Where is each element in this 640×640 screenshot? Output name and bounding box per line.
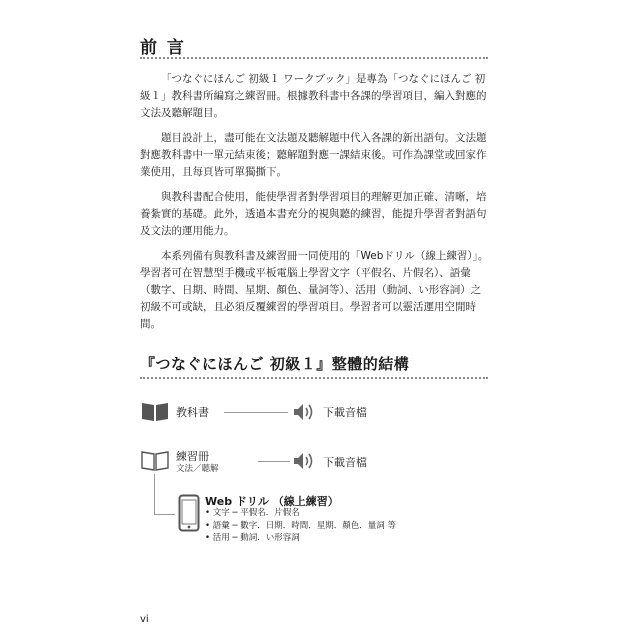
- web-bracket-connector: [154, 474, 175, 515]
- open-book-filled-icon: [140, 401, 170, 427]
- web-drill-items: [205, 507, 396, 545]
- structure-divider: [140, 377, 488, 379]
- workbook-audio-label: 下載音檔: [323, 456, 367, 469]
- list-item: • 文字 ─ 平假名．片假名: [205, 507, 396, 520]
- structure-title: 『つなぐにほんご 初級１』整體的結構: [140, 355, 410, 373]
- preface-paragraph-1: 「つなぐにほんご 初級１ ワークブック」是專為「つなぐにほんご 初級１」教科書所編寫之練習冊。根據教科書中各課的學習項目，編入對應的文法及聽解題目。: [140, 73, 487, 119]
- preface-paragraph-3: 與教科書配合使用，能使學習者對學習項目的理解更加正確、清晰，培養紮實的基礎。此外，透過本書充分的視與聽的練習，能提升學習者對語句及文法的運用能力。: [140, 191, 487, 237]
- workbook-sub-label: 文法／聽解: [176, 464, 219, 474]
- speaker-icon: [292, 402, 316, 426]
- title-divider: [140, 57, 488, 59]
- page-number: vi: [140, 614, 149, 625]
- open-book-outline-icon: [140, 450, 170, 476]
- textbook-audio-label: 下載音檔: [323, 406, 367, 419]
- preface-paragraph-2: 題目設計上，盡可能在文法題及聽解題中代入各課的新出語句。文法題對應教科書中一單元結束後；聽解題對應一課結束後。可作為課堂或回家作業使用，且每頁皆可單獨撕下。: [140, 132, 487, 178]
- smartphone-icon: [178, 494, 200, 536]
- textbook-connector: [224, 412, 288, 413]
- speaker-icon: [292, 451, 316, 475]
- workbook-label: 練習冊: [176, 450, 209, 463]
- textbook-label: 教科書: [176, 406, 209, 419]
- preface-title: 前 言: [140, 38, 186, 58]
- web-drill-label: Web ドリル （線上練習）: [205, 495, 339, 508]
- workbook-connector: [258, 461, 290, 462]
- preface-body: [140, 71, 490, 333]
- list-item: • 活用 ─ 動詞．い形容詞: [205, 532, 396, 545]
- list-item: • 語彙 ─ 數字．日期．時間．星期．顏色．量詞 等: [205, 520, 396, 533]
- preface-paragraph-4: 本系列備有與教科書及練習冊一同使用的「Webドリル（線上練習）」。學習者可在智慧型手機或平板電腦上學習文字（平假名、片假名）、語彙（數字、日期、時間、星期、顏色、量詞等）、活用（動詞、い形容詞）之初級不可或缺，且必須反覆練習的學習項目。學習者可以靈活運用空閒時間。: [140, 250, 489, 330]
